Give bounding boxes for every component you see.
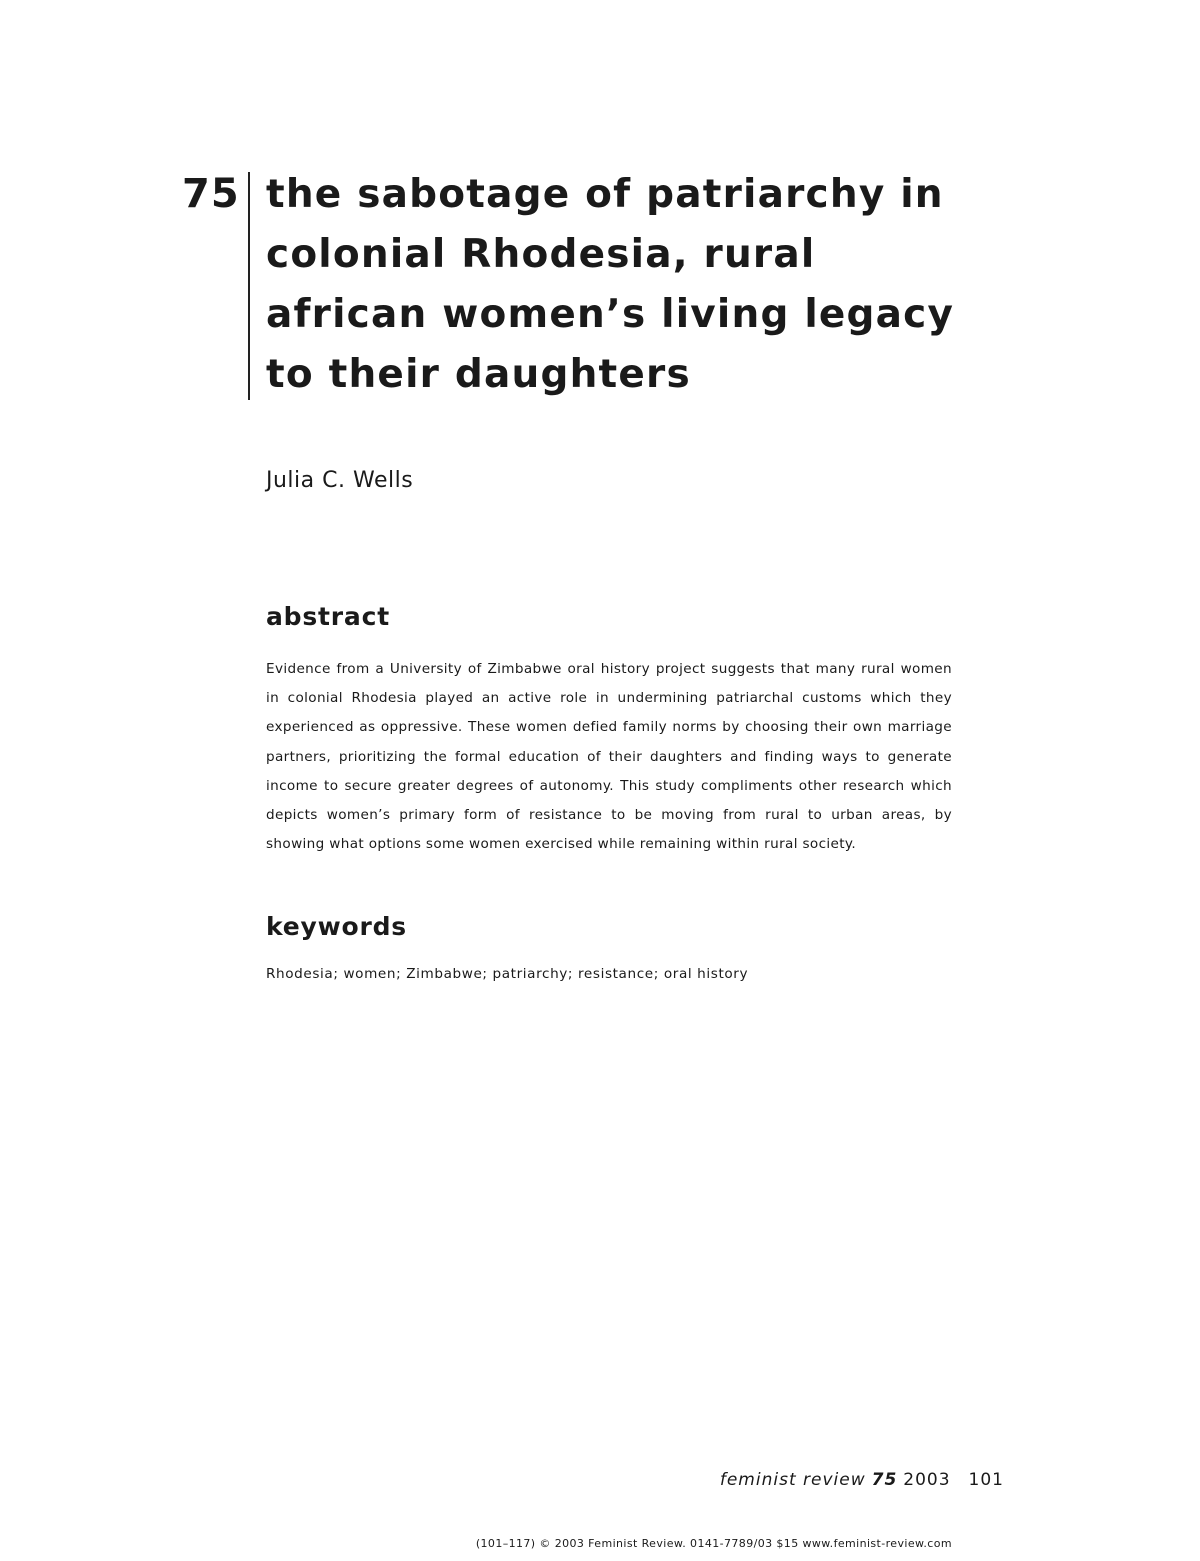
keywords-heading: keywords xyxy=(266,912,407,941)
author-name: Julia C. Wells xyxy=(266,468,414,493)
journal-footer xyxy=(720,1470,1004,1490)
page-number: 101 xyxy=(968,1470,1004,1490)
journal-year: 2003 xyxy=(903,1470,951,1490)
issue-number: 75 xyxy=(182,171,240,217)
journal-volume: 75 xyxy=(871,1470,898,1490)
keywords-text: Rhodesia; women; Zimbabwe; patriarchy; resistance; oral history xyxy=(266,966,749,982)
abstract-heading: abstract xyxy=(266,602,390,631)
article-title: the sabotage of patriarchy in colonial Rhodesia, rural african women’s living legacy to their daughters xyxy=(266,172,955,397)
copyright-notice: (101–117) © 2003 Feminist Review. 0141-7789/03 $15 www.feminist-review.com xyxy=(475,1537,952,1550)
abstract-text: Evidence from a University of Zimbabwe oral history project suggests that many rural women in colonial Rhodesia played an active role in undermining patriarchal customs which they experienced as oppressive. These women defied family norms by choosing their own marriage partners, prioritizing the formal education of their daughters and finding ways to generate income to secure greater degrees of autonomy. This study compliments other research which depicts women’s primary form of resistance to be moving from rural to urban areas, by showing what options some women exercised while remaining within rural society. xyxy=(266,661,952,853)
journal-name: feminist review xyxy=(719,1470,866,1490)
title-divider xyxy=(248,172,250,400)
